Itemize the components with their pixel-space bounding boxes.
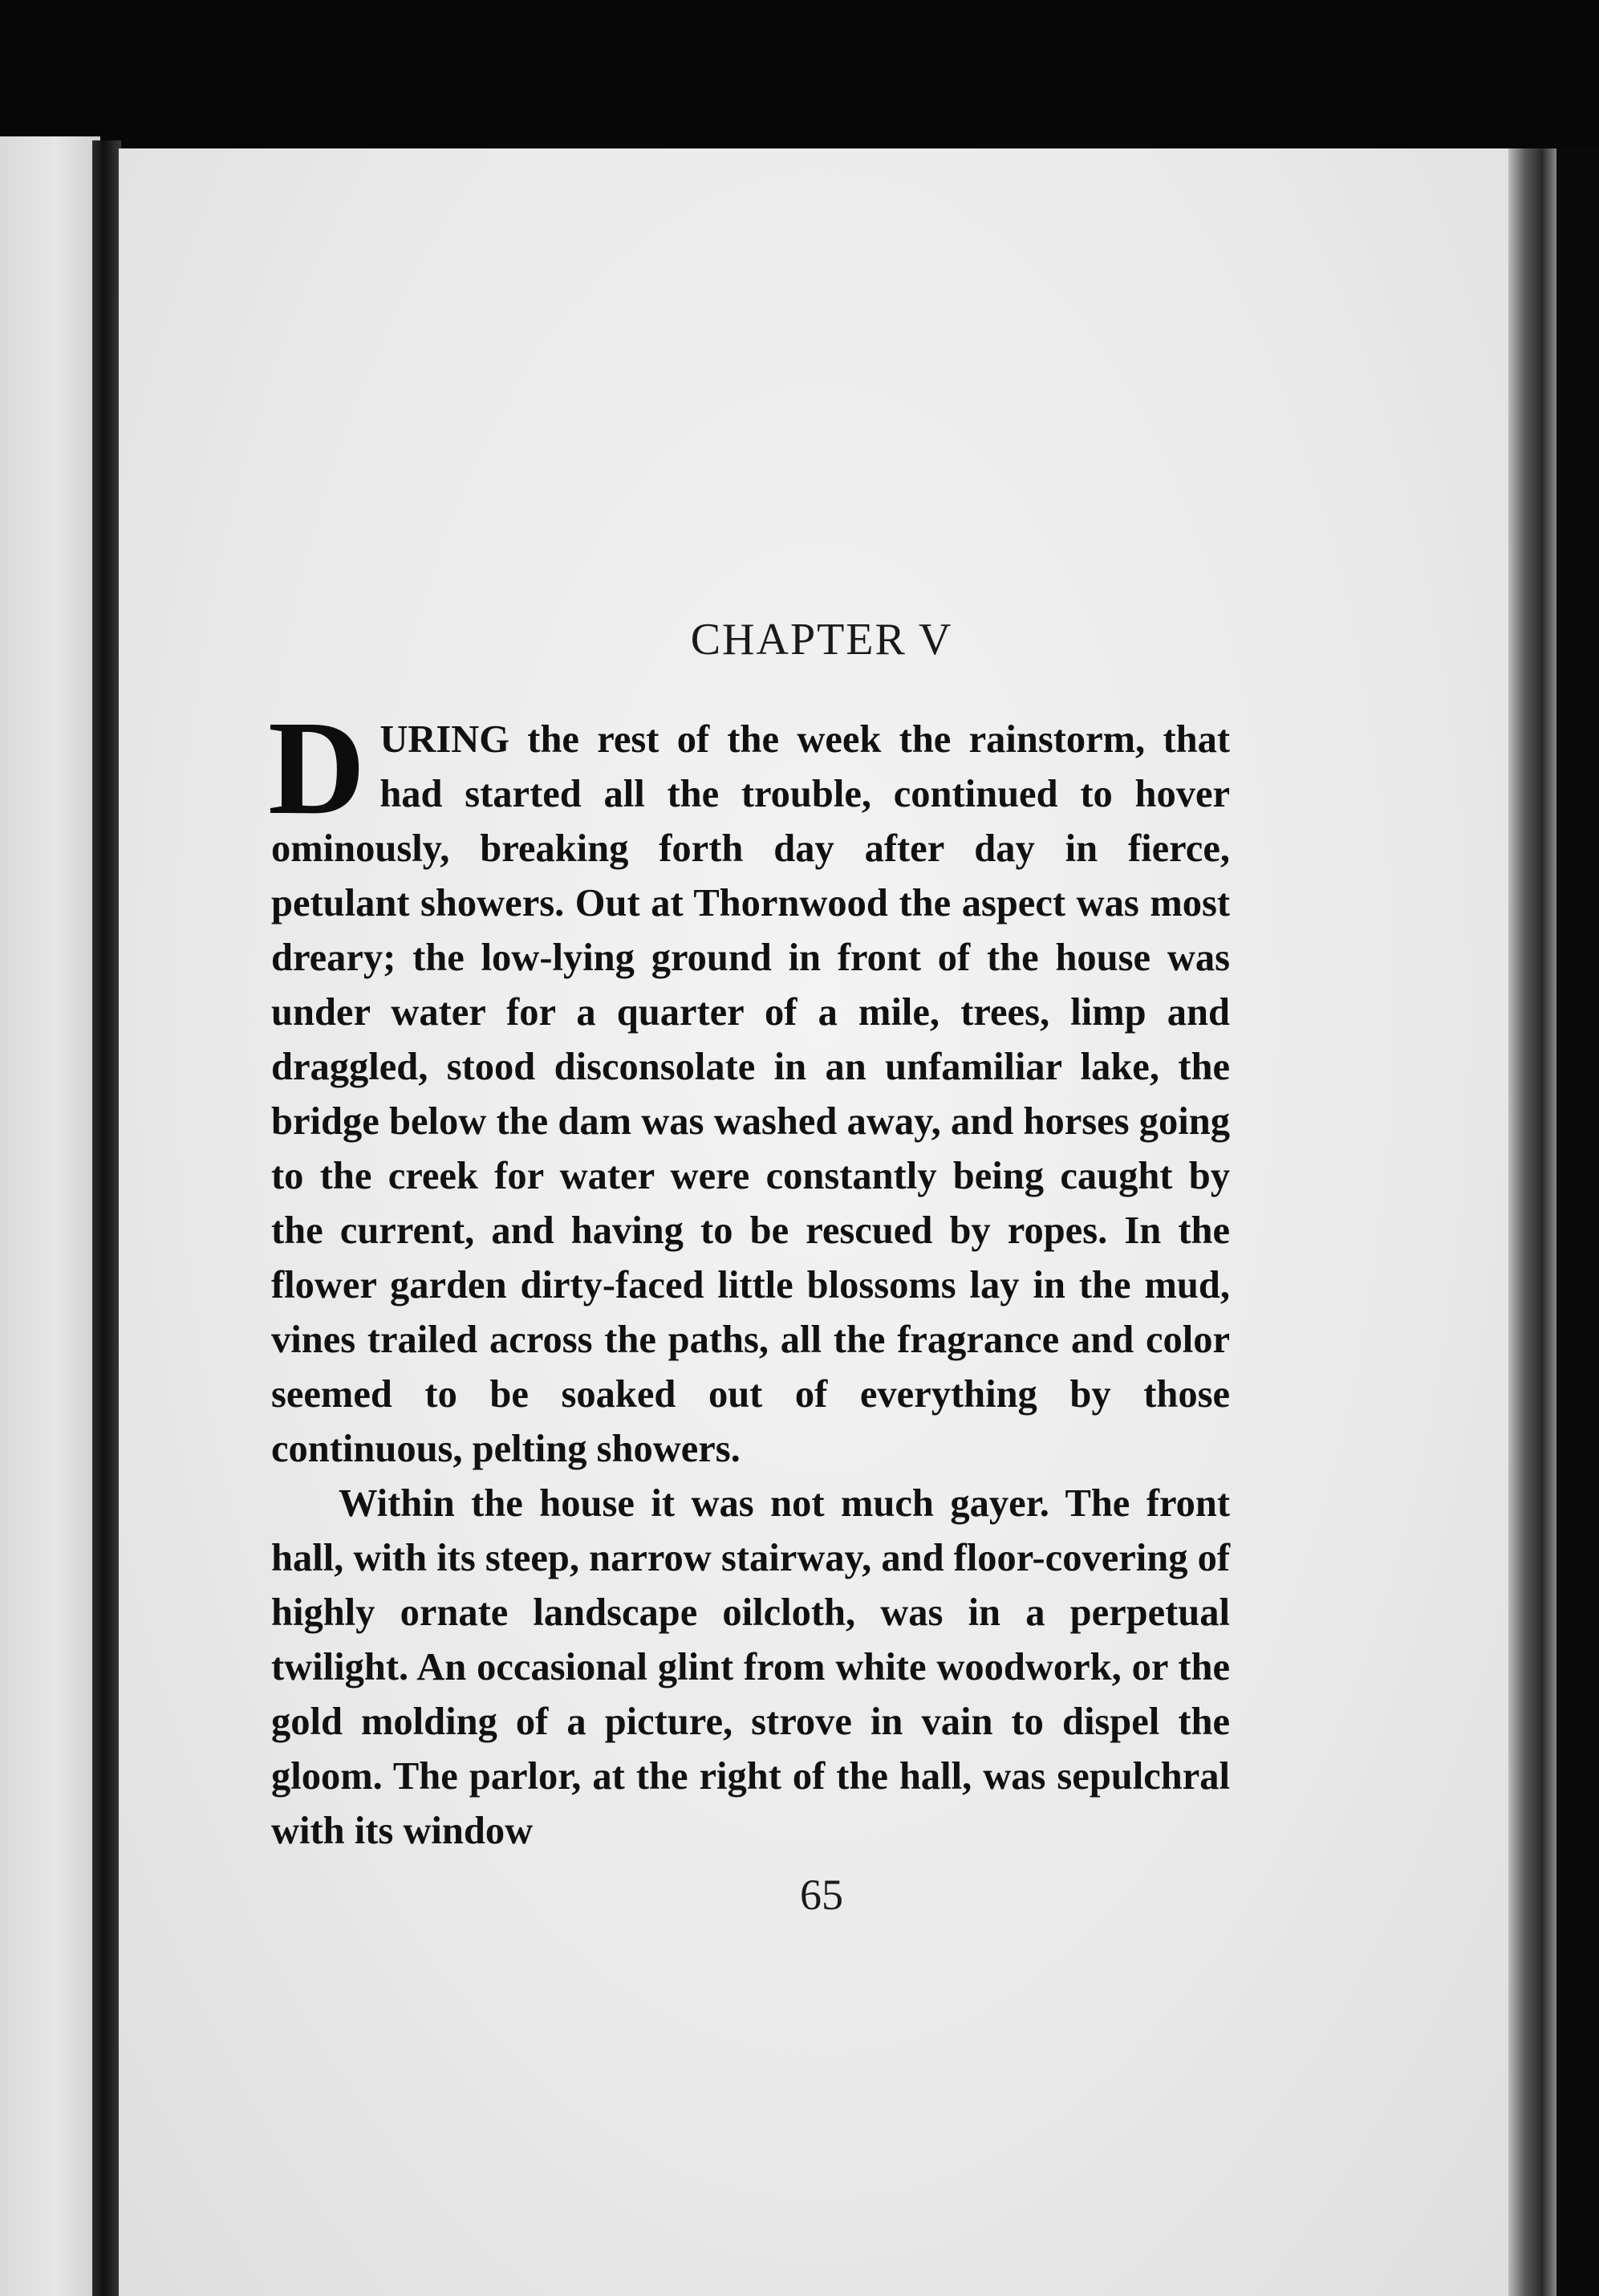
paragraph-1: [268, 693, 1230, 1477]
page-right-edge: [1508, 148, 1556, 2296]
scan-top-border: [0, 0, 1599, 152]
chapter-heading: CHAPTER V: [690, 615, 953, 664]
paragraph-1-text: URING the rest of the week the rainstorm, that had started all the trouble, continued to hover ominously, breaking forth day after day in fierce, petulant showers. Out at Thornwood the aspect was most dreary; the low-lying ground in front of the house was under water for a quarter of a mile, trees, limp and draggled, stood disconsolate in an unfamiliar lake, the bridge below the dam was washed away, and horses going to the creek for water were constantly being caught by the current, and having to be rescued by ropes. In the flower garden dirty-faced little blossoms lay in the mud, vines trailed across the paths, all the fragrance and color seemed to be soaked out of everything by those continuous, pelting showers.: [271, 718, 1230, 1470]
drop-cap: D: [268, 693, 366, 843]
scan-right-border: [1556, 148, 1599, 2296]
book-gutter: [92, 140, 121, 2296]
facing-page-edge: [0, 136, 100, 2296]
paragraph-2: Within the house it was not much gayer. The front hall, with its steep, narrow stairway, and floor-covering of highly ornate landscape oilcloth, was in a perpetual twilight. An occasional glint from white woodwork, or the gold molding of a picture, strove in vain to dispel the gloom. The parlor, at the right of the hall, was sepulchral with its window: [271, 1482, 1230, 1852]
page-number: 65: [800, 1871, 843, 1919]
body-text: [268, 693, 1230, 1859]
